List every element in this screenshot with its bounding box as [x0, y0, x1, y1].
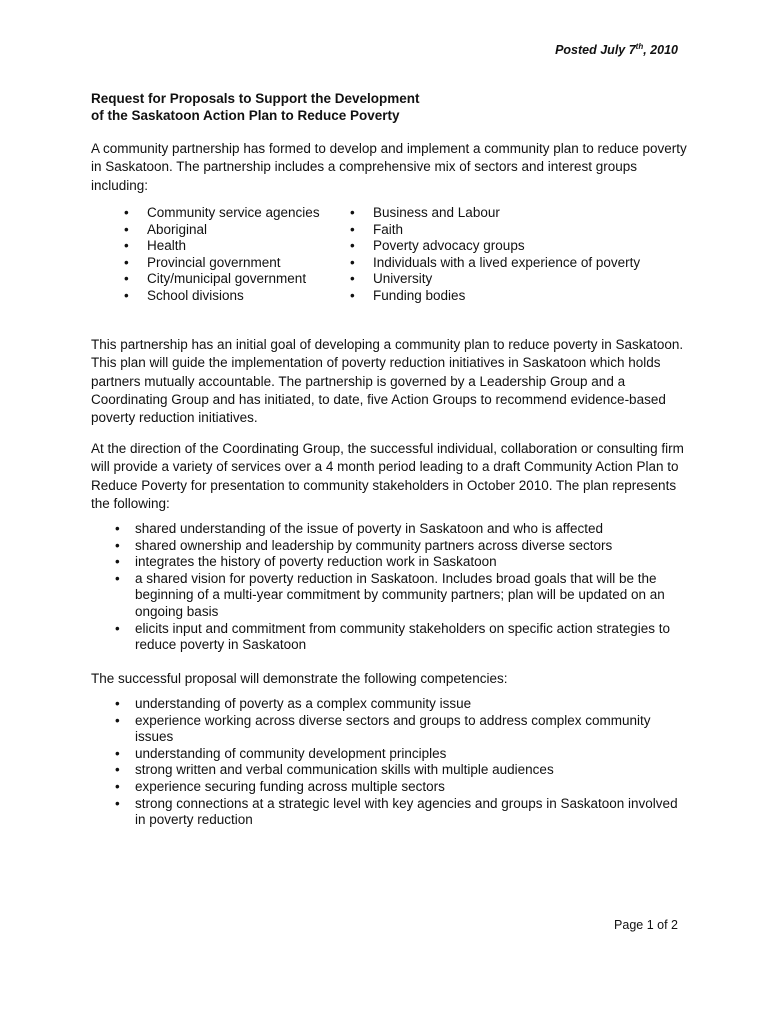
- title-line-1: Request for Proposals to Support the Development: [91, 91, 420, 106]
- list-item: • City/municipal government: [121, 271, 320, 288]
- competencies-intro: The successful proposal will demonstrate the following competencies:: [91, 671, 508, 686]
- list-item: • elicits input and commitment from community stakeholders on specific action strategies to reduce poverty in Saskatoon: [113, 621, 683, 654]
- list-item: • Poverty advocacy groups: [347, 238, 640, 255]
- list-item: • Community service agencies: [121, 205, 320, 222]
- list-item: • a shared vision for poverty reduction in Saskatoon. Includes broad goals that will be the beginning of a multi-year commitment by community partners; plan will be updated on an ongoing basis: [113, 571, 683, 621]
- intro-paragraph: A community partnership has formed to develop and implement a community plan to reduce poverty in Saskatoon. The partnership includes a comprehensive mix of sectors and interest groups including:: [91, 141, 687, 193]
- posted-date-superscript: th: [635, 42, 644, 51]
- sectors-list-left: [121, 205, 320, 305]
- competencies-list: [113, 696, 683, 829]
- posted-date-suffix: , 2010: [643, 43, 678, 57]
- sectors-list-right: [347, 205, 640, 305]
- page-number: Page 1 of 2: [614, 918, 678, 932]
- goal-paragraph: This partnership has an initial goal of developing a community plan to reduce poverty in Saskatoon. This plan will guide the implementation of poverty reduction initiatives in Saskatoon which holds partners mutually accountable. The partnership is governed by a Leadership Group and a Coordinating Group and has initiated, to date, five Action Groups to recommend evidence-based poverty reduction initiatives.: [91, 337, 684, 426]
- list-item: • University: [347, 271, 640, 288]
- posted-date: [555, 43, 678, 57]
- posted-date-prefix: Posted July 7: [555, 43, 636, 57]
- list-item: • School divisions: [121, 288, 320, 305]
- list-item: • shared understanding of the issue of poverty in Saskatoon and who is affected: [113, 521, 683, 538]
- list-item: • Individuals with a lived experience of poverty: [347, 255, 640, 272]
- list-item: • experience working across diverse sectors and groups to address complex community issues: [113, 713, 683, 746]
- list-item: • strong written and verbal communication skills with multiple audiences: [113, 762, 683, 779]
- list-item: • integrates the history of poverty reduction work in Saskatoon: [113, 554, 683, 571]
- list-item: • Faith: [347, 222, 640, 239]
- list-item: • Aboriginal: [121, 222, 320, 239]
- list-item: • understanding of community development principles: [113, 746, 683, 763]
- plan-points-list: [113, 521, 683, 654]
- document-title: [91, 90, 691, 124]
- title-line-2: of the Saskatoon Action Plan to Reduce Poverty: [91, 108, 400, 123]
- list-item: • Funding bodies: [347, 288, 640, 305]
- list-item: • understanding of poverty as a complex community issue: [113, 696, 683, 713]
- list-item: • strong connections at a strategic level with key agencies and groups in Saskatoon involved in poverty reduction: [113, 796, 683, 829]
- direction-paragraph: At the direction of the Coordinating Group, the successful individual, collaboration or consulting firm will provide a variety of services over a 4 month period leading to a draft Community Action Plan to Reduce Poverty for presentation to community stakeholders in October 2010. The plan represents the following:: [91, 441, 684, 511]
- list-item: • Provincial government: [121, 255, 320, 272]
- list-item: • Health: [121, 238, 320, 255]
- list-item: • experience securing funding across multiple sectors: [113, 779, 683, 796]
- list-item: • Business and Labour: [347, 205, 640, 222]
- list-item: • shared ownership and leadership by community partners across diverse sectors: [113, 538, 683, 555]
